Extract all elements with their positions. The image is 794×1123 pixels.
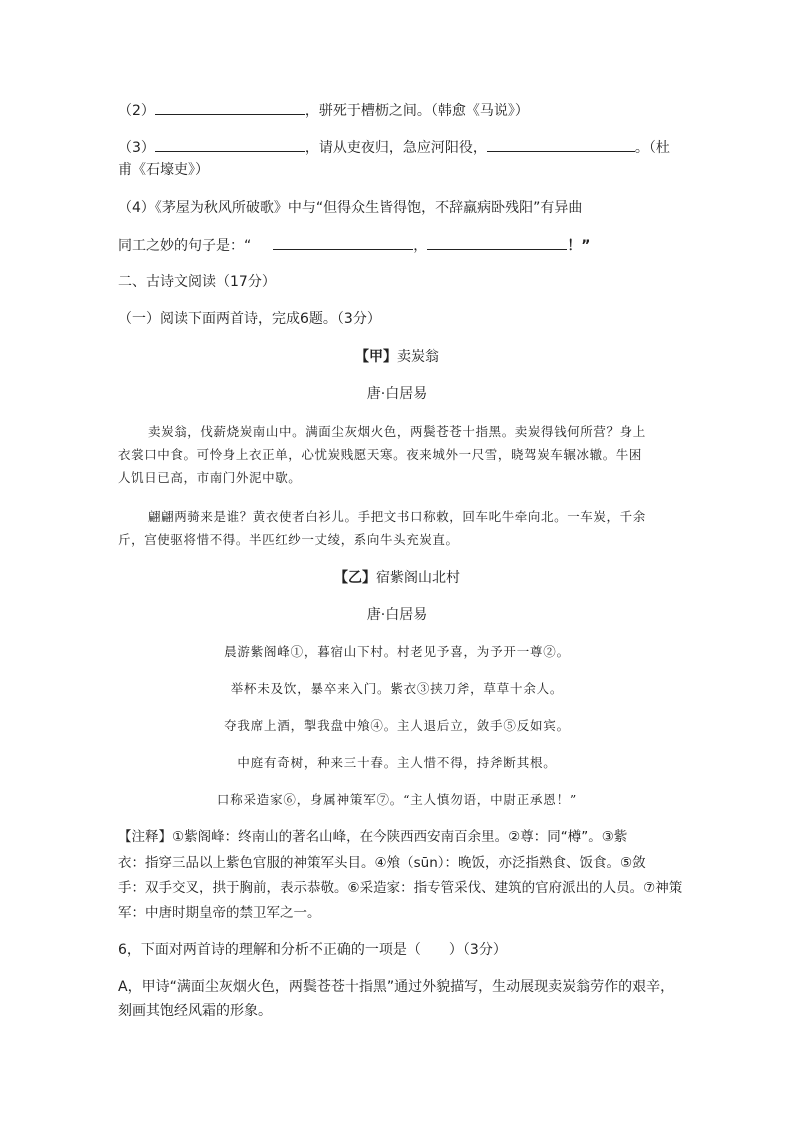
question-4-comma: ， bbox=[413, 238, 428, 254]
poem-b-line: 举杯未及饮，暴卒来入门。紫衣③挟刀斧，草草十余人。 bbox=[230, 681, 564, 696]
poem-a-p1-line: 人饥日已高，市南门外泥中歇。 bbox=[118, 470, 302, 485]
answer-blank-4b[interactable] bbox=[427, 235, 567, 250]
poem-a-p1-line: 衣裳口中食。可怜身上衣正单，心忧炭贱愿天寒。夜来城外一尺雪，晓驾炭车辗冰辙。牛困 bbox=[118, 447, 643, 462]
poem-b-mark: 【乙】 bbox=[334, 570, 376, 586]
section-2-title: 二、古诗文阅读（17分） bbox=[118, 274, 276, 290]
question-4-end: ！” bbox=[567, 238, 591, 254]
poem-b-line: 晨游紫阁峰①，暮宿山下村。村老见予喜，为予开一尊②。 bbox=[224, 644, 570, 659]
poem-a-author: 唐·白居易 bbox=[366, 386, 428, 402]
poem-b-author: 唐·白居易 bbox=[366, 607, 428, 623]
poem-a-p1-line: 卖炭翁，伐薪烧炭南山中。满面尘灰烟火色，两鬓苍苍十指黑。卖炭得钱何所营？身上 bbox=[148, 424, 646, 439]
answer-blank-4a[interactable] bbox=[273, 235, 413, 250]
poem-b-line: 中庭有奇树，种来三十春。主人惜不得，持斧断其根。 bbox=[237, 755, 557, 770]
question-6-stem: 6，下面对两首诗的理解和分析不正确的一项是（ ）（3分） bbox=[118, 942, 507, 958]
poem-a-p2-line: 翩翩两骑来是谁？黄衣使者白衫儿。手把文书口称敕，回车叱牛牵向北。一车炭，千余 bbox=[148, 509, 646, 524]
notes-line: 【注释】①紫阁峰：终南山的著名山峰，在今陕西西安南百余里。②尊：同“樽”。③紫 bbox=[118, 829, 628, 845]
notes-line: 手：双手交叉，拱于胸前，表示恭敬。⑥采造家：指专管采伐、建筑的官府派出的人员。⑦神策 bbox=[118, 880, 683, 896]
question-6-option-a: A，甲诗“满面尘灰烟火色，两鬓苍苍十指黑”通过外貌描写，生动展现卖炭翁劳作的艰辛， bbox=[118, 979, 675, 995]
poem-b-title bbox=[0, 569, 794, 587]
poem-a-title bbox=[0, 348, 794, 366]
poem-b-line: 口称采造家⑥，身属神策军⑦。“主人慎勿语，中尉正承恩！” bbox=[216, 792, 578, 807]
poem-b-line: 夺我席上酒，掣我盘中飧④。主人退后立，敛手⑤反如宾。 bbox=[224, 718, 570, 733]
question-2-suffix: ，骈死于槽枥之间。（韩愈《马说》） bbox=[304, 103, 529, 119]
poem-b-title-text: 宿紫阁山北村 bbox=[376, 570, 460, 586]
question-2 bbox=[118, 100, 678, 120]
question-4-line1: （4）《茅屋为秋风所破歌》中与“但得众生皆得饱，不辞羸病卧残阳”有异曲 bbox=[118, 200, 583, 216]
question-3 bbox=[118, 137, 678, 157]
question-4-prefix: 同工之妙的句子是：“ bbox=[118, 238, 252, 254]
question-3-prefix: （3） bbox=[118, 140, 155, 156]
question-2-prefix: （2） bbox=[118, 103, 155, 119]
poem-a-title-text: 卖炭翁 bbox=[397, 349, 439, 365]
answer-blank-3b[interactable] bbox=[487, 137, 635, 152]
question-3-middle: ，请从吏夜归，急应河阳役， bbox=[304, 140, 487, 156]
poem-a-p2-line: 斤，宫使驱将惜不得。半匹红纱一丈绫，系向牛头充炭直。 bbox=[118, 532, 459, 547]
question-4-line2 bbox=[118, 235, 678, 255]
poem-a-mark: 【甲】 bbox=[355, 349, 397, 365]
notes-line: 军：中唐时期皇帝的禁卫军之一。 bbox=[118, 905, 321, 921]
question-3-line2: 甫《石壕吏》） bbox=[118, 162, 209, 178]
question-6-option-a-line2: 刻画其饱经风霜的形象。 bbox=[118, 1003, 272, 1019]
question-3-suffix: 。（杜 bbox=[634, 140, 670, 156]
answer-blank-3a[interactable] bbox=[155, 137, 305, 152]
sub-1-title: （一）阅读下面两首诗，完成6题。（3分） bbox=[118, 311, 381, 327]
answer-blank-2[interactable] bbox=[155, 100, 305, 115]
notes-line: 衣：指穿三品以上紫色官服的神策军头目。④飧（sūn）：晚饭，亦泛指熟食、饭食。⑤敛 bbox=[118, 855, 646, 871]
